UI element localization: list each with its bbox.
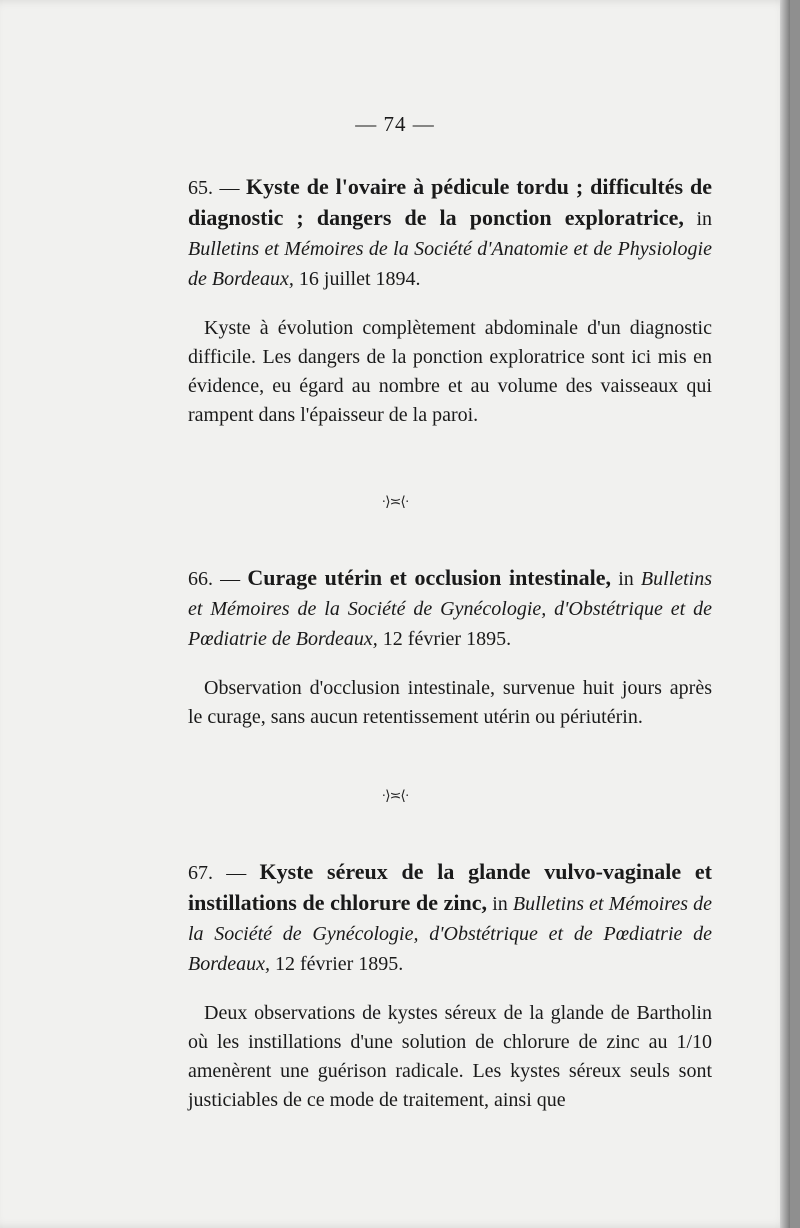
entry-title: Kyste séreux de la glande vulvo-vaginale et instillations de chlorure de zinc,	[188, 859, 712, 915]
entry-title: Kyste de l'ovaire à pédicule tordu ; difficultés de diagnostic ; dangers de la ponction exploratrice,	[188, 174, 713, 230]
entry-number: 66. —	[188, 568, 241, 590]
page-edge-shadow	[780, 0, 790, 1228]
entry-reference	[188, 172, 712, 294]
section-ornament: ·⟩≍⟨·	[381, 495, 409, 510]
bibliography-entry-65	[188, 172, 712, 430]
entry-reference	[188, 563, 712, 654]
entry-source: Bulletins et Mémoires de la Société de Gynécologie, d'Obstétrique et de Pœdiatrie de Bordeaux,	[188, 893, 713, 975]
entry-in: in	[618, 568, 634, 590]
entry-summary: Observation d'occlusion intestinale, survenue huit jours après le curage, sans aucun retentissement utérin ou périutérin.	[188, 677, 712, 728]
entry-number: 65. —	[188, 177, 240, 199]
entry-in: in	[492, 893, 508, 915]
entry-summary: Kyste à évolution complètement abdominale d'un diagnostic difficile. Les dangers de la ponction exploratrice sont ici mis en évidence, eu égard au nombre et au volume des vaisseaux qui rampent dans l'épaisseur de la paroi.	[188, 317, 712, 426]
entry-reference	[188, 857, 712, 979]
bibliography-entry-67	[188, 857, 712, 1115]
section-ornament: ·⟩≍⟨·	[381, 789, 409, 804]
entry-in: in	[696, 208, 713, 230]
entry-date: 16 juillet 1894.	[298, 268, 421, 290]
entry-title: Curage utérin et occlusion intestinale,	[247, 565, 612, 590]
entry-date: 12 février 1895.	[382, 628, 512, 650]
entry-source: Bulletins et Mémoires de la Société d'Anatomie et de Physiologie de Bordeaux,	[188, 238, 712, 290]
entry-date: 12 février 1895.	[275, 953, 404, 975]
page-number: — 74 —	[355, 112, 435, 136]
entry-source: Bulletins et Mémoires de la Société de Gynécologie, d'Obstétrique et de Pœdiatrie de Bordeaux,	[188, 568, 713, 650]
entry-number: 67. —	[188, 862, 247, 884]
bibliography-entry-66	[188, 563, 712, 732]
entry-summary: Deux observations de kystes séreux de la glande de Bartholin où les instillations d'une solution de chlorure de zinc au 1/10 amenèrent une guérison radicale. Les kystes séreux seuls sont justiciables de ce mode de traitement, ainsi que	[188, 1002, 712, 1111]
